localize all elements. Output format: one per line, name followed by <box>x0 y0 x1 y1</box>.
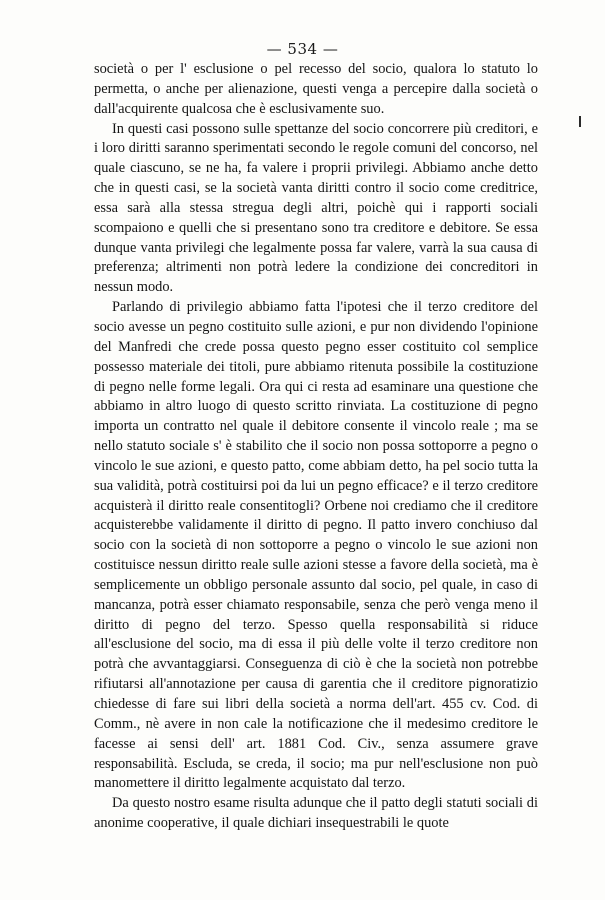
body-text <box>94 60 538 834</box>
paragraph-4: Da questo nostro esame risulta adunque che il patto degli statuti sociali di anonime cooperative, il quale dichiari insequestrabili le quote <box>94 795 538 832</box>
page-number: — 534 — <box>266 40 339 58</box>
paragraph-1: società o per l' esclusione o pel recesso del socio, qualora lo statuto lo permetta, o anche per alienazione, questi venga a percepire dalla società o dall'acquirente qualcosa che è esclusivamente suo. <box>94 61 538 117</box>
paragraph-3: Parlando di privilegio abbiamo fatta l'ipotesi che il terzo creditore del socio avesse un pegno costituito sulle azioni, e pur non dividendo l'opinione del Manfredi che crede possa questo pegno esser costituito col semplice possesso materiale dei titoli, pure abbiamo ritenuta possibile la costituzione di pegno nelle forme legali. Ora qui ci resta ad esaminare una questione che abbiamo in altro luogo di questo scritto rinviata. La costituzione di pegno importa un contratto nel quale il debitore consente il vincolo reale ; ma se nello statuto sociale s' è stabilito che il socio non possa sottoporre a pegno o vincolo le sue azioni, e questo patto, come abbiam detto, ha pel socio tutta la sua validità, potrà costituirsi poi da lui un pegno efficace? e il terzo creditore acquisterà il diritto reale consentitogli? Orbene noi crediamo che il creditore acquisterebbe validamente il diritto di pegno. Il patto invero conchiuso dal socio con la società di non sottoporre a pegno o vincolo le sue azioni non costituisce nessun diritto reale sulle azioni stesse a favore della società, ma è semplicemente un obbligo personale assunto dal socio, pel quale, in caso di mancanza, potrà esser chiamato responsabile, senza che però venga meno il diritto di pegno del terzo. Spesso quella responsabilità si riduce all'esclusione del socio, ma di essa il più delle volte il terzo creditore non potrà che avvantaggiarsi. Conseguenza di ciò è che la società non potrebbe rifiutarsi all'annotazione per causa di garentia che il creditore pignoratizio chiedesse di fare sui libri della società a norma dell'art. 455 cv. Cod. di Comm., nè avere in non cale la notificazione che il medesimo creditore le facesse ai sensi dell' art. 1881 Cod. Civ., senza assumere grave responsabilità. Escluda, se creda, il socio; ma pur nell'esclusione non può manomettere il diritto legalmente acquistato dal terzo. <box>94 299 538 792</box>
margin-mark <box>579 116 581 127</box>
paragraph-2: In questi casi possono sulle spettanze del socio concorrere più creditori, e i loro diritti saranno sperimentati secondo le regole comuni del concorso, nel quale ciascuno, se ne ha, fa valere i proprii privilegi. Abbiamo anche detto che in questi casi, se la società vanta diritti contro il socio come creditrice, essa sarà alla stessa stregua degli altri, poichè qui i rapporti sociali scompaiono e quelli che si presentano sono tra creditore e debitore. Se essa dunque vanta privilegi che legalmente possa far valere, varrà la sua causa di preferenza; altrimenti non potrà ledere la condizione dei concreditori in nessun modo. <box>94 120 538 296</box>
